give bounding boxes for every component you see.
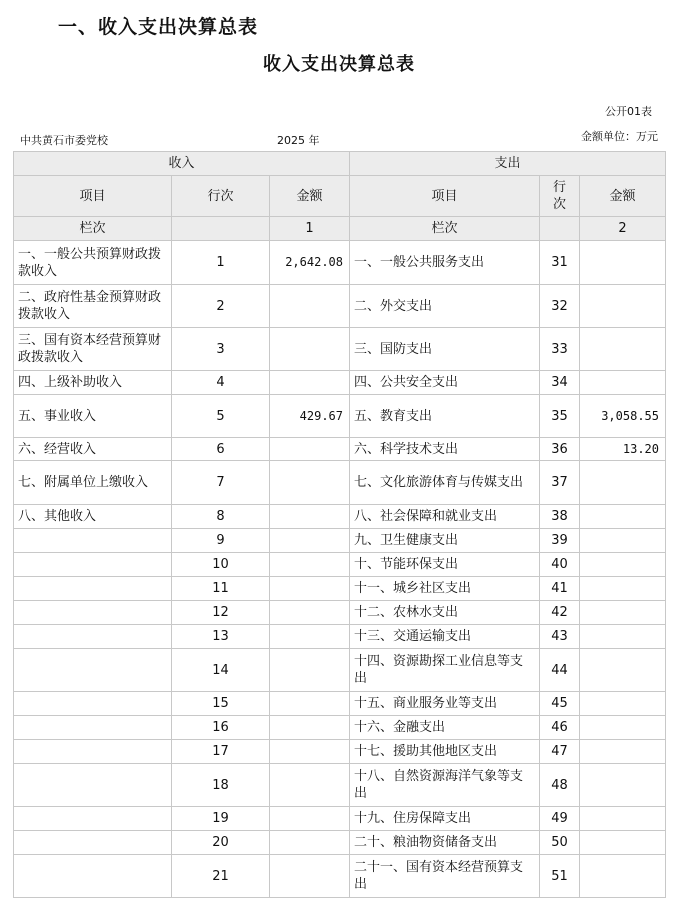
income-item <box>14 716 172 740</box>
table-row <box>14 553 666 577</box>
expense-item: 五、教育支出 <box>350 395 540 438</box>
income-line: 9 <box>172 529 270 553</box>
expense-amount <box>580 855 666 898</box>
expense-line: 44 <box>540 649 580 692</box>
expense-amount <box>580 764 666 807</box>
income-item <box>14 601 172 625</box>
expense-item-header: 项目 <box>350 176 540 217</box>
income-line: 18 <box>172 764 270 807</box>
expense-amount <box>580 716 666 740</box>
income-line: 10 <box>172 553 270 577</box>
table-row <box>14 285 666 328</box>
expense-item: 十二、农林水支出 <box>350 601 540 625</box>
income-line: 12 <box>172 601 270 625</box>
income-amount <box>270 649 350 692</box>
expense-item: 十、节能环保支出 <box>350 553 540 577</box>
expense-item: 十六、金融支出 <box>350 716 540 740</box>
expense-line: 35 <box>540 395 580 438</box>
expense-item: 十三、交通运输支出 <box>350 625 540 649</box>
income-line: 8 <box>172 505 270 529</box>
report-year: 2025 年 <box>277 134 320 147</box>
expense-item: 一、一般公共服务支出 <box>350 241 540 285</box>
income-item-header: 项目 <box>14 176 172 217</box>
table-row <box>14 371 666 395</box>
income-line: 1 <box>172 241 270 285</box>
expense-amount <box>580 625 666 649</box>
expense-line: 36 <box>540 438 580 461</box>
income-item <box>14 529 172 553</box>
expense-line: 38 <box>540 505 580 529</box>
expense-amount: 3,058.55 <box>580 395 666 438</box>
income-line: 5 <box>172 395 270 438</box>
income-amount: 2,642.08 <box>270 241 350 285</box>
income-item: 六、经营收入 <box>14 438 172 461</box>
expense-line: 47 <box>540 740 580 764</box>
income-amount <box>270 625 350 649</box>
expense-header: 支出 <box>350 152 666 176</box>
expense-line: 41 <box>540 577 580 601</box>
income-item <box>14 807 172 831</box>
expense-line: 51 <box>540 855 580 898</box>
expense-amount <box>580 831 666 855</box>
income-amount <box>270 764 350 807</box>
column-header-row <box>14 176 666 217</box>
income-item: 一、一般公共预算财政拨款收入 <box>14 241 172 285</box>
expense-line: 45 <box>540 692 580 716</box>
expense-item: 二十、粮油物资储备支出 <box>350 831 540 855</box>
income-amount <box>270 601 350 625</box>
income-amount <box>270 553 350 577</box>
income-line: 2 <box>172 285 270 328</box>
expense-amount <box>580 529 666 553</box>
income-amount <box>270 855 350 898</box>
expense-item: 十九、住房保障支出 <box>350 807 540 831</box>
income-line: 13 <box>172 625 270 649</box>
expense-line: 31 <box>540 241 580 285</box>
table-row <box>14 740 666 764</box>
expense-amount <box>580 328 666 371</box>
expense-item: 十一、城乡社区支出 <box>350 577 540 601</box>
expense-column-label: 栏次 <box>350 217 540 241</box>
table-row <box>14 716 666 740</box>
income-amount <box>270 692 350 716</box>
income-amount <box>270 529 350 553</box>
expense-amount <box>580 649 666 692</box>
expense-item: 十四、资源勘探工业信息等支出 <box>350 649 540 692</box>
table-title: 收入支出决算总表 <box>263 54 415 75</box>
income-line-index <box>172 217 270 241</box>
income-amount-index: 1 <box>270 217 350 241</box>
expense-item: 八、社会保障和就业支出 <box>350 505 540 529</box>
expense-line-index <box>540 217 580 241</box>
expense-amount <box>580 505 666 529</box>
income-line: 6 <box>172 438 270 461</box>
expense-line: 46 <box>540 716 580 740</box>
expense-line: 34 <box>540 371 580 395</box>
income-item: 八、其他收入 <box>14 505 172 529</box>
table-row <box>14 241 666 285</box>
expense-amount <box>580 601 666 625</box>
income-amount <box>270 577 350 601</box>
income-amount-header: 金额 <box>270 176 350 217</box>
expense-item: 九、卫生健康支出 <box>350 529 540 553</box>
expense-line: 39 <box>540 529 580 553</box>
income-line: 20 <box>172 831 270 855</box>
income-item <box>14 692 172 716</box>
table-row <box>14 438 666 461</box>
expense-line: 32 <box>540 285 580 328</box>
income-item: 七、附属单位上缴收入 <box>14 461 172 505</box>
income-line: 4 <box>172 371 270 395</box>
expense-amount <box>580 285 666 328</box>
income-item <box>14 764 172 807</box>
expense-amount <box>580 461 666 505</box>
table-row <box>14 577 666 601</box>
expense-line: 43 <box>540 625 580 649</box>
expense-amount: 13.20 <box>580 438 666 461</box>
table-row <box>14 395 666 438</box>
table-row <box>14 625 666 649</box>
income-item: 五、事业收入 <box>14 395 172 438</box>
table-row <box>14 461 666 505</box>
expense-line: 40 <box>540 553 580 577</box>
expense-amount <box>580 692 666 716</box>
expense-item: 十五、商业服务业等支出 <box>350 692 540 716</box>
table-row <box>14 505 666 529</box>
income-item: 四、上级补助收入 <box>14 371 172 395</box>
expense-item: 六、科学技术支出 <box>350 438 540 461</box>
expense-line: 42 <box>540 601 580 625</box>
income-amount <box>270 438 350 461</box>
table-row <box>14 692 666 716</box>
income-item <box>14 625 172 649</box>
income-line: 3 <box>172 328 270 371</box>
income-line: 14 <box>172 649 270 692</box>
income-item <box>14 649 172 692</box>
income-line: 11 <box>172 577 270 601</box>
expense-line: 33 <box>540 328 580 371</box>
income-line: 19 <box>172 807 270 831</box>
expense-item: 十七、援助其他地区支出 <box>350 740 540 764</box>
expense-amount <box>580 577 666 601</box>
expense-amount-index: 2 <box>580 217 666 241</box>
table-row <box>14 649 666 692</box>
income-line: 7 <box>172 461 270 505</box>
income-amount <box>270 807 350 831</box>
section-title: 一、收入支出决算总表 <box>58 16 259 38</box>
income-amount: 429.67 <box>270 395 350 438</box>
income-amount <box>270 461 350 505</box>
income-line: 17 <box>172 740 270 764</box>
organization-name: 中共黄石市委党校 <box>20 134 108 147</box>
table-row <box>14 601 666 625</box>
table-row <box>14 328 666 371</box>
table-row <box>14 855 666 898</box>
income-item: 三、国有资本经营预算财政拨款收入 <box>14 328 172 371</box>
income-line: 15 <box>172 692 270 716</box>
table-row <box>14 807 666 831</box>
expense-line: 50 <box>540 831 580 855</box>
income-amount <box>270 371 350 395</box>
income-amount <box>270 831 350 855</box>
expense-line: 48 <box>540 764 580 807</box>
amount-unit: 金额单位：万元 <box>581 130 658 143</box>
income-expense-table <box>13 151 666 898</box>
expense-item: 四、公共安全支出 <box>350 371 540 395</box>
expense-item: 三、国防支出 <box>350 328 540 371</box>
income-item <box>14 831 172 855</box>
expense-amount <box>580 371 666 395</box>
income-item <box>14 553 172 577</box>
table-row <box>14 764 666 807</box>
income-amount <box>270 716 350 740</box>
income-item: 二、政府性基金预算财政拨款收入 <box>14 285 172 328</box>
expense-amount-header: 金额 <box>580 176 666 217</box>
expense-amount <box>580 807 666 831</box>
expense-amount <box>580 241 666 285</box>
income-amount <box>270 285 350 328</box>
expense-line: 37 <box>540 461 580 505</box>
income-item <box>14 855 172 898</box>
form-number: 公开01表 <box>605 105 652 118</box>
income-line: 16 <box>172 716 270 740</box>
expense-item: 七、文化旅游体育与传媒支出 <box>350 461 540 505</box>
expense-item: 十八、自然资源海洋气象等支出 <box>350 764 540 807</box>
income-item <box>14 740 172 764</box>
income-item <box>14 577 172 601</box>
column-index-row <box>14 217 666 241</box>
table-row <box>14 831 666 855</box>
expense-amount <box>580 553 666 577</box>
expense-line-header: 行 次 <box>540 176 580 217</box>
income-column-label: 栏次 <box>14 217 172 241</box>
expense-item: 二十一、国有资本经营预算支出 <box>350 855 540 898</box>
income-amount <box>270 328 350 371</box>
income-amount <box>270 505 350 529</box>
expense-line: 49 <box>540 807 580 831</box>
income-amount <box>270 740 350 764</box>
income-line: 21 <box>172 855 270 898</box>
expense-item: 二、外交支出 <box>350 285 540 328</box>
section-header-row <box>14 152 666 176</box>
expense-amount <box>580 740 666 764</box>
table-row <box>14 529 666 553</box>
income-header: 收入 <box>14 152 350 176</box>
income-line-header: 行次 <box>172 176 270 217</box>
